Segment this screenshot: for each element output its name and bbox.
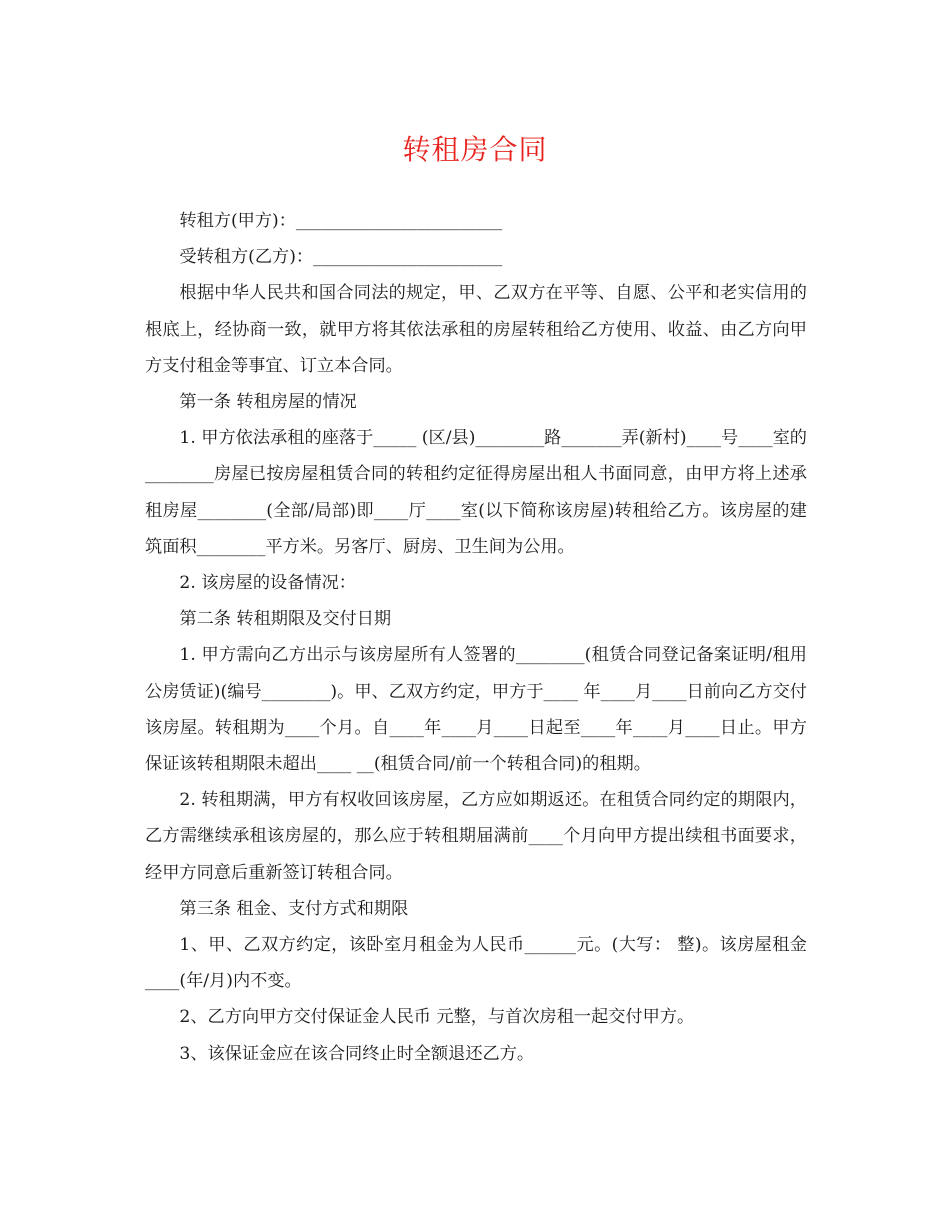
article-3-heading: 第三条 租金、支付方式和期限 xyxy=(179,898,409,919)
party-a-line: 转租方(甲方)：________________________ xyxy=(179,211,503,231)
article-2-clause-1: 1. 甲方需向乙方出示与该房屋所有人签署的________(租赁合同登记备案证明/租用公房赁证)(编号________)。甲、乙双方约定，甲方于____ 年____月____日前向乙方交付该房屋。转租期为____个月。自____年____月____日起至____年____月____日止。甲方保证该转租期限未超出____ __(租赁合同/前一个转租合同)的租期。 xyxy=(145,645,807,775)
article-3-clause-2: 2、乙方向甲方交付保证金人民币 元整，与首次房租一起交付甲方。 xyxy=(179,1007,695,1028)
document-body xyxy=(145,203,807,1072)
article-3-clause-3: 3、该保证金应在该合同终止时全额退还乙方。 xyxy=(179,1043,535,1064)
party-b-line: 受转租方(乙方)：______________________ xyxy=(179,247,503,268)
preamble-paragraph: 根据中华人民共和国合同法的规定，甲、乙双方在平等、自愿、公平和老实信用的根底上，经协商一致，就甲方将其依法承租的房屋转租给乙方使用、收益、由乙方向甲方支付租金等事宜、订立本合同。 xyxy=(145,283,807,376)
article-3-clause-1: 1、甲、乙双方约定，该卧室月租金为人民币______元。(大写： 整)。该房屋租金____(年/月)内不变。 xyxy=(145,935,807,992)
article-2-clause-2: 2. 转租期满，甲方有权收回该房屋，乙方应如期返还。在租赁合同约定的期限内，乙方需继续承租该房屋的，那么应于转租期届满前____个月向甲方提出续租书面要求，经甲方同意后重新签订转租合同。 xyxy=(145,790,807,883)
article-1-clause-2: 2. 该房屋的设备情况： xyxy=(179,573,356,594)
document-title: 转租房合同 xyxy=(402,133,548,166)
article-1-clause-1: 1. 甲方依法承租的座落于_____ (区/县)________路_______弄(新村)____号____室的________房屋已按房屋租赁合同的转租约定征得房屋出租人书面同意，由甲方将上述承租房屋________(全部/局部)即____厅____室(以下简称该房屋)转租给乙方。该房屋的建筑面积________平方米。另客厅、厨房、卫生间为公用。 xyxy=(145,428,807,557)
article-2-heading: 第二条 转租期限及交付日期 xyxy=(179,609,392,630)
article-1-heading: 第一条 转租房屋的情况 xyxy=(179,392,357,413)
